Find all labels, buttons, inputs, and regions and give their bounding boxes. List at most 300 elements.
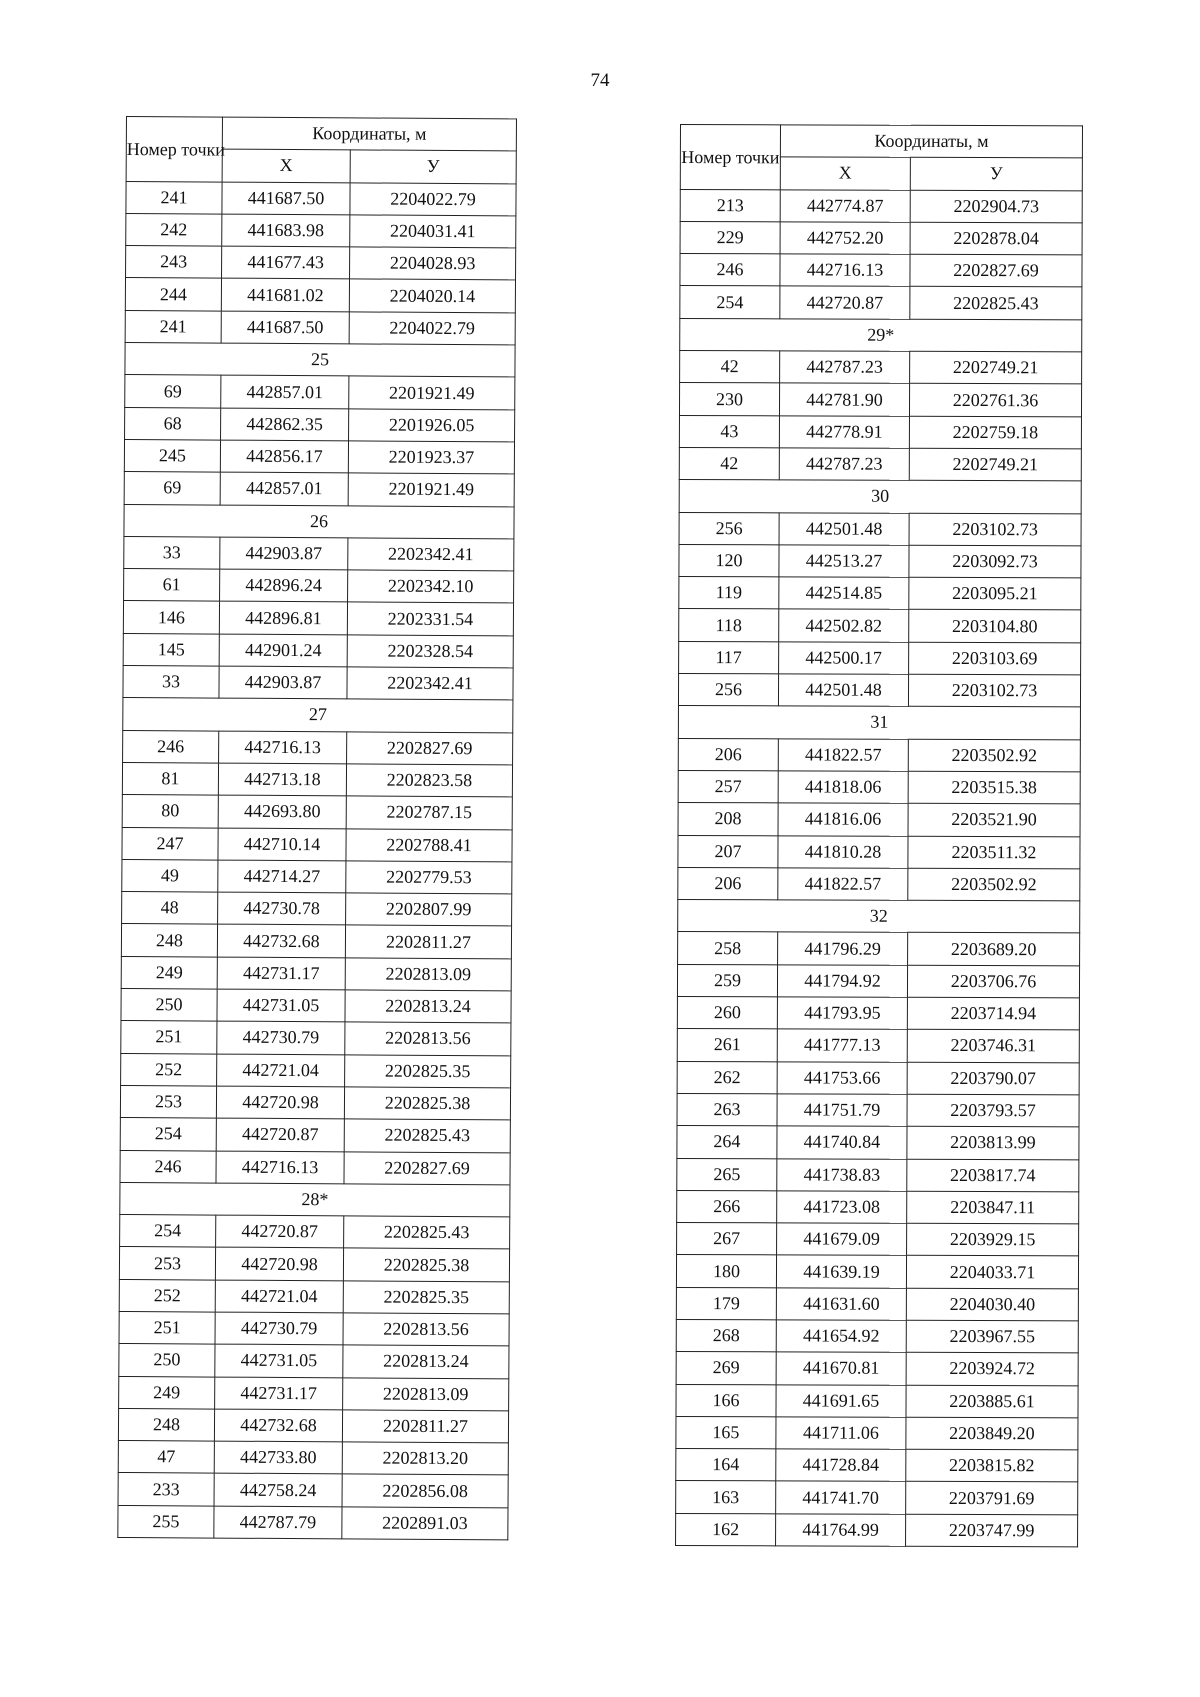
table-row [125, 278, 515, 313]
y-coordinate-cell: 2203102.73 [908, 674, 1080, 707]
y-coordinate-cell: 2203706.76 [907, 965, 1079, 998]
point-number-cell: 145 [123, 633, 219, 666]
y-coordinate-cell: 2202827.69 [347, 732, 513, 765]
x-coordinate-cell: 442720.87 [216, 1118, 344, 1151]
point-number-cell: 230 [679, 383, 779, 416]
y-coordinate-cell: 2202827.69 [910, 254, 1082, 287]
table-row [125, 310, 515, 345]
y-coordinate-cell: 2203849.20 [906, 1417, 1078, 1450]
y-coordinate-cell: 2203502.92 [908, 739, 1080, 772]
x-coordinate-cell: 442714.27 [218, 860, 346, 893]
table-row [120, 1085, 510, 1120]
y-coordinate-cell: 2202825.43 [344, 1216, 510, 1249]
y-coordinate-cell: 2203817.74 [907, 1159, 1079, 1192]
table-row [676, 1352, 1078, 1386]
table-row [677, 1061, 1079, 1095]
x-coordinate-cell: 441741.70 [776, 1481, 906, 1514]
section-row [120, 1182, 510, 1217]
y-coordinate-cell: 2204022.79 [349, 312, 515, 345]
table-row [121, 956, 511, 991]
table-row [118, 1505, 508, 1540]
x-coordinate-cell: 442732.68 [214, 1409, 342, 1442]
y-coordinate-cell: 2202761.36 [909, 384, 1081, 417]
point-number-cell: 206 [678, 738, 778, 771]
y-coordinate-cell: 2202807.99 [346, 893, 512, 926]
x-coordinate-cell: 442720.87 [780, 286, 910, 319]
x-coordinate-cell: 441687.50 [222, 182, 350, 215]
point-number-cell: 252 [119, 1279, 215, 1312]
table-row [677, 1158, 1079, 1192]
y-coordinate-cell: 2203847.11 [907, 1191, 1079, 1224]
section-number: 31 [678, 706, 1080, 740]
table-row [119, 1311, 509, 1346]
x-coordinate-cell: 442856.17 [220, 440, 348, 473]
point-number-cell: 68 [125, 407, 221, 440]
table-row [122, 892, 512, 927]
point-number-cell: 49 [122, 859, 218, 892]
point-number-cell: 47 [118, 1441, 214, 1474]
table-row [677, 1126, 1079, 1160]
table-row [676, 1319, 1078, 1353]
point-number-cell: 254 [680, 286, 780, 319]
x-coordinate-cell: 442513.27 [779, 545, 909, 578]
x-coordinate-cell: 442774.87 [780, 189, 910, 222]
x-coordinate-cell: 442758.24 [214, 1474, 342, 1507]
table-row [678, 738, 1080, 772]
page-number: 74 [590, 70, 610, 91]
table-row [679, 577, 1081, 611]
header-coordinates: Координаты, м [780, 125, 1082, 158]
x-coordinate-cell: 442720.98 [216, 1086, 344, 1119]
table-row [123, 633, 513, 668]
point-number-cell: 80 [122, 795, 218, 828]
point-number-cell: 233 [118, 1473, 214, 1506]
table-row [122, 859, 512, 894]
point-number-cell: 256 [678, 674, 778, 707]
point-number-cell: 260 [677, 997, 777, 1030]
point-number-cell: 165 [676, 1416, 776, 1449]
point-number-cell: 33 [123, 666, 219, 699]
y-coordinate-cell: 2202749.21 [909, 448, 1081, 481]
table-row [126, 246, 516, 281]
table-row [677, 1029, 1079, 1063]
x-coordinate-cell: 442501.48 [779, 512, 909, 545]
x-coordinate-cell: 442901.24 [219, 634, 347, 667]
x-coordinate-cell: 442730.79 [217, 1021, 345, 1054]
x-coordinate-cell: 441691.65 [776, 1384, 906, 1417]
table-row [121, 1021, 511, 1056]
x-coordinate-cell: 441740.84 [777, 1126, 907, 1159]
point-number-cell: 243 [126, 246, 222, 279]
point-number-cell: 253 [119, 1247, 215, 1280]
section-number: 32 [678, 900, 1080, 934]
x-coordinate-cell: 441777.13 [777, 1029, 907, 1062]
y-coordinate-cell: 2202331.54 [347, 602, 513, 635]
table-row [680, 351, 1082, 385]
y-coordinate-cell: 2202825.35 [345, 1054, 511, 1087]
y-coordinate-cell: 2203885.61 [906, 1385, 1078, 1418]
y-coordinate-cell: 2204022.79 [350, 182, 516, 215]
y-coordinate-cell: 2203793.57 [907, 1094, 1079, 1127]
table-row [676, 1255, 1078, 1289]
point-number-cell: 263 [677, 1093, 777, 1126]
coordinates-table-right [675, 124, 1083, 1547]
y-coordinate-cell: 2203104.80 [909, 610, 1081, 643]
x-coordinate-cell: 441654.92 [776, 1320, 906, 1353]
y-coordinate-cell: 2203790.07 [907, 1062, 1079, 1095]
table-row [119, 1247, 509, 1282]
table-row [676, 1449, 1078, 1483]
y-coordinate-cell: 2203103.69 [909, 642, 1081, 675]
x-coordinate-cell: 442857.01 [221, 375, 349, 408]
y-coordinate-cell: 2203815.82 [906, 1449, 1078, 1482]
x-coordinate-cell: 442730.79 [215, 1312, 343, 1345]
point-number-cell: 42 [680, 351, 780, 384]
table-row [121, 924, 511, 959]
x-coordinate-cell: 442731.05 [215, 1344, 343, 1377]
section-number: 29* [680, 318, 1082, 352]
y-coordinate-cell: 2202813.24 [345, 990, 511, 1023]
point-number-cell: 146 [123, 601, 219, 634]
table-row [680, 221, 1082, 255]
y-coordinate-cell: 2204030.40 [906, 1288, 1078, 1321]
point-number-cell: 33 [124, 536, 220, 569]
x-coordinate-cell: 441670.81 [776, 1352, 906, 1385]
point-number-cell: 247 [122, 827, 218, 860]
table-row [676, 1513, 1078, 1547]
point-number-cell: 262 [677, 1061, 777, 1094]
point-number-cell: 257 [678, 770, 778, 803]
y-coordinate-cell: 2203714.94 [907, 997, 1079, 1030]
point-number-cell: 248 [121, 924, 217, 957]
x-coordinate-cell: 441753.66 [777, 1061, 907, 1094]
table-row [124, 472, 514, 507]
point-number-cell: 248 [118, 1408, 214, 1441]
table-row [125, 375, 515, 410]
section-row [678, 900, 1080, 934]
section-number: 27 [123, 698, 513, 733]
table-row [677, 1223, 1079, 1257]
y-coordinate-cell: 2203515.38 [908, 771, 1080, 804]
table-row [680, 286, 1082, 320]
point-number-cell: 266 [677, 1190, 777, 1223]
point-number-cell: 117 [679, 641, 779, 674]
y-coordinate-cell: 2203813.99 [907, 1127, 1079, 1160]
section-row [125, 343, 515, 378]
point-number-cell: 163 [676, 1481, 776, 1514]
table-row [121, 989, 511, 1024]
section-number: 28* [120, 1182, 510, 1217]
y-coordinate-cell: 2203929.15 [907, 1223, 1079, 1256]
table-row [676, 1481, 1078, 1515]
y-coordinate-cell: 2202811.27 [342, 1410, 508, 1443]
table-row [123, 730, 513, 765]
y-coordinate-cell: 2201926.05 [349, 409, 515, 442]
y-coordinate-cell: 2201921.49 [348, 473, 514, 506]
table-row [124, 536, 514, 571]
x-coordinate-cell: 442716.13 [780, 254, 910, 287]
y-coordinate-cell: 2203689.20 [908, 933, 1080, 966]
table-row [118, 1473, 508, 1508]
x-coordinate-cell: 442716.13 [216, 1151, 344, 1184]
point-number-cell: 119 [679, 577, 779, 610]
x-coordinate-cell: 441738.83 [777, 1158, 907, 1191]
x-coordinate-cell: 441639.19 [776, 1255, 906, 1288]
point-number-cell: 242 [126, 213, 222, 246]
point-number-cell: 42 [679, 447, 779, 480]
y-coordinate-cell: 2202811.27 [345, 925, 511, 958]
table-row [679, 415, 1081, 449]
x-coordinate-cell: 442693.80 [218, 795, 346, 828]
x-coordinate-cell: 442500.17 [779, 642, 909, 675]
point-number-cell: 250 [121, 989, 217, 1022]
table-row [124, 439, 514, 474]
header-point-number: Номер точки [126, 117, 222, 182]
y-coordinate-cell: 2204028.93 [350, 247, 516, 280]
y-coordinate-cell: 2202788.41 [346, 828, 512, 861]
table-row [680, 189, 1082, 223]
x-coordinate-cell: 441751.79 [777, 1094, 907, 1127]
point-number-cell: 268 [676, 1319, 776, 1352]
point-number-cell: 246 [680, 254, 780, 287]
table-row [119, 1344, 509, 1379]
coordinates-table-left [117, 116, 517, 1540]
table-row [123, 601, 513, 636]
point-number-cell: 213 [680, 189, 780, 222]
table-row [679, 512, 1081, 546]
y-coordinate-cell: 2203102.73 [909, 513, 1081, 546]
y-coordinate-cell: 2203095.21 [909, 577, 1081, 610]
header-x: X [780, 157, 910, 190]
y-coordinate-cell: 2202825.38 [343, 1248, 509, 1281]
y-coordinate-cell: 2202825.35 [343, 1281, 509, 1314]
y-coordinate-cell: 2202342.10 [348, 570, 514, 603]
table-row [676, 1416, 1078, 1450]
y-coordinate-cell: 2202825.38 [344, 1087, 510, 1120]
point-number-cell: 241 [125, 310, 221, 343]
table-row [677, 964, 1079, 998]
table-row [118, 1408, 508, 1443]
y-coordinate-cell: 2202813.20 [342, 1442, 508, 1475]
x-coordinate-cell: 442501.48 [778, 674, 908, 707]
x-coordinate-cell: 442716.13 [219, 731, 347, 764]
table-row [678, 674, 1080, 708]
point-number-cell: 252 [121, 1053, 217, 1086]
point-number-cell: 254 [120, 1118, 216, 1151]
table-row [119, 1279, 509, 1314]
point-number-cell: 48 [122, 892, 218, 925]
y-coordinate-cell: 2204033.71 [906, 1256, 1078, 1289]
table-row [677, 1190, 1079, 1224]
point-number-cell: 61 [124, 569, 220, 602]
point-number-cell: 250 [119, 1344, 215, 1377]
table-row [678, 770, 1080, 804]
table-row [679, 641, 1081, 675]
point-number-cell: 261 [677, 1029, 777, 1062]
table-row [119, 1376, 509, 1411]
x-coordinate-cell: 442514.85 [779, 577, 909, 610]
x-coordinate-cell: 442903.87 [219, 666, 347, 699]
x-coordinate-cell: 442733.80 [214, 1441, 342, 1474]
x-coordinate-cell: 442787.23 [780, 351, 910, 384]
y-coordinate-cell: 2201923.37 [348, 441, 514, 474]
table-row [122, 762, 512, 797]
table-row [121, 1053, 511, 1088]
x-coordinate-cell: 442720.98 [215, 1247, 343, 1280]
point-number-cell: 179 [676, 1287, 776, 1320]
x-coordinate-cell: 442710.14 [218, 828, 346, 861]
point-number-cell: 206 [678, 867, 778, 900]
y-coordinate-cell: 2203791.69 [906, 1482, 1078, 1515]
y-coordinate-cell: 2202904.73 [910, 190, 1082, 223]
x-coordinate-cell: 441822.57 [778, 738, 908, 771]
point-number-cell: 256 [679, 512, 779, 545]
point-number-cell: 69 [124, 472, 220, 505]
point-number-cell: 81 [122, 762, 218, 795]
x-coordinate-cell: 441810.28 [778, 835, 908, 868]
point-number-cell: 118 [679, 609, 779, 642]
x-coordinate-cell: 442713.18 [218, 763, 346, 796]
y-coordinate-cell: 2202787.15 [346, 796, 512, 829]
table-row [126, 213, 516, 248]
y-coordinate-cell: 2204020.14 [349, 279, 515, 312]
x-coordinate-cell: 441822.57 [778, 868, 908, 901]
x-coordinate-cell: 441723.08 [777, 1191, 907, 1224]
x-coordinate-cell: 442730.78 [218, 892, 346, 925]
x-coordinate-cell: 442721.04 [215, 1280, 343, 1313]
x-coordinate-cell: 441631.60 [776, 1288, 906, 1321]
y-coordinate-cell: 2202779.53 [346, 861, 512, 894]
point-number-cell: 43 [679, 415, 779, 448]
table-row [120, 1215, 510, 1250]
x-coordinate-cell: 442752.20 [780, 222, 910, 255]
header-x: X [222, 149, 350, 182]
point-number-cell: 241 [126, 181, 222, 214]
point-number-cell: 255 [118, 1505, 214, 1538]
table-row [680, 254, 1082, 288]
table-row [676, 1287, 1078, 1321]
y-coordinate-cell: 2202813.09 [345, 958, 511, 991]
point-number-cell: 229 [680, 221, 780, 254]
point-number-cell: 166 [676, 1384, 776, 1417]
y-coordinate-cell: 2202827.69 [344, 1151, 510, 1184]
point-number-cell: 180 [676, 1255, 776, 1288]
y-coordinate-cell: 2202856.08 [342, 1474, 508, 1507]
y-coordinate-cell: 2204031.41 [350, 215, 516, 248]
x-coordinate-cell: 441711.06 [776, 1417, 906, 1450]
section-number: 30 [679, 480, 1081, 514]
y-coordinate-cell: 2203967.55 [906, 1320, 1078, 1353]
y-coordinate-cell: 2202878.04 [910, 222, 1082, 255]
point-number-cell: 208 [678, 803, 778, 836]
point-number-cell: 207 [678, 835, 778, 868]
point-number-cell: 249 [119, 1376, 215, 1409]
table-row [676, 1384, 1078, 1418]
x-coordinate-cell: 441818.06 [778, 771, 908, 804]
y-coordinate-cell: 2201921.49 [349, 376, 515, 409]
point-number-cell: 246 [120, 1150, 216, 1183]
table-row [679, 609, 1081, 643]
x-coordinate-cell: 441793.95 [777, 997, 907, 1030]
y-coordinate-cell: 2202342.41 [348, 538, 514, 571]
x-coordinate-cell: 441764.99 [776, 1514, 906, 1547]
point-number-cell: 244 [125, 278, 221, 311]
y-coordinate-cell: 2202813.56 [343, 1313, 509, 1346]
table-row [126, 181, 516, 216]
x-coordinate-cell: 441677.43 [222, 246, 350, 279]
table-row [120, 1150, 510, 1185]
header-y: У [350, 150, 516, 183]
point-number-cell: 69 [125, 375, 221, 408]
point-number-cell: 269 [676, 1352, 776, 1385]
x-coordinate-cell: 441681.02 [221, 279, 349, 312]
x-coordinate-cell: 442731.17 [217, 957, 345, 990]
table-row [677, 997, 1079, 1031]
x-coordinate-cell: 442778.91 [779, 416, 909, 449]
y-coordinate-cell: 2202823.58 [346, 764, 512, 797]
section-row [679, 480, 1081, 514]
table-row [679, 544, 1081, 578]
x-coordinate-cell: 442896.24 [220, 569, 348, 602]
y-coordinate-cell: 2203511.32 [908, 836, 1080, 869]
header-point-number: Номер точки [680, 125, 780, 190]
x-coordinate-cell: 442903.87 [220, 537, 348, 570]
table-row [122, 795, 512, 830]
section-row [124, 504, 514, 539]
y-coordinate-cell: 2202813.24 [343, 1345, 509, 1378]
table-row [124, 569, 514, 604]
section-row [678, 706, 1080, 740]
y-coordinate-cell: 2202813.09 [343, 1377, 509, 1410]
y-coordinate-cell: 2202891.03 [342, 1507, 508, 1540]
table-row [120, 1118, 510, 1153]
point-number-cell: 251 [119, 1311, 215, 1344]
x-coordinate-cell: 441796.29 [778, 932, 908, 965]
x-coordinate-cell: 442896.81 [219, 602, 347, 635]
point-number-cell: 253 [120, 1085, 216, 1118]
y-coordinate-cell: 2202328.54 [347, 635, 513, 668]
y-coordinate-cell: 2202749.21 [910, 351, 1082, 384]
y-coordinate-cell: 2203746.31 [907, 1030, 1079, 1063]
x-coordinate-cell: 442721.04 [217, 1054, 345, 1087]
x-coordinate-cell: 441794.92 [777, 965, 907, 998]
table-row [122, 827, 512, 862]
point-number-cell: 259 [677, 964, 777, 997]
x-coordinate-cell: 442731.17 [215, 1377, 343, 1410]
point-number-cell: 164 [676, 1449, 776, 1482]
y-coordinate-cell: 2203521.90 [908, 804, 1080, 837]
point-number-cell: 258 [678, 932, 778, 965]
header-y: У [910, 158, 1082, 191]
x-coordinate-cell: 442781.90 [779, 383, 909, 416]
table-row [679, 447, 1081, 481]
section-row [123, 698, 513, 733]
section-number: 25 [125, 343, 515, 378]
x-coordinate-cell: 441683.98 [222, 214, 350, 247]
y-coordinate-cell: 2202342.41 [347, 667, 513, 700]
point-number-cell: 246 [123, 730, 219, 763]
x-coordinate-cell: 442862.35 [221, 408, 349, 441]
y-coordinate-cell: 2202759.18 [909, 416, 1081, 449]
point-number-cell: 251 [121, 1021, 217, 1054]
y-coordinate-cell: 2203502.92 [908, 868, 1080, 901]
y-coordinate-cell: 2202825.43 [910, 287, 1082, 320]
point-number-cell: 264 [677, 1126, 777, 1159]
y-coordinate-cell: 2202813.56 [345, 1022, 511, 1055]
y-coordinate-cell: 2203092.73 [909, 545, 1081, 578]
table-row [123, 666, 513, 701]
table-row [679, 383, 1081, 417]
